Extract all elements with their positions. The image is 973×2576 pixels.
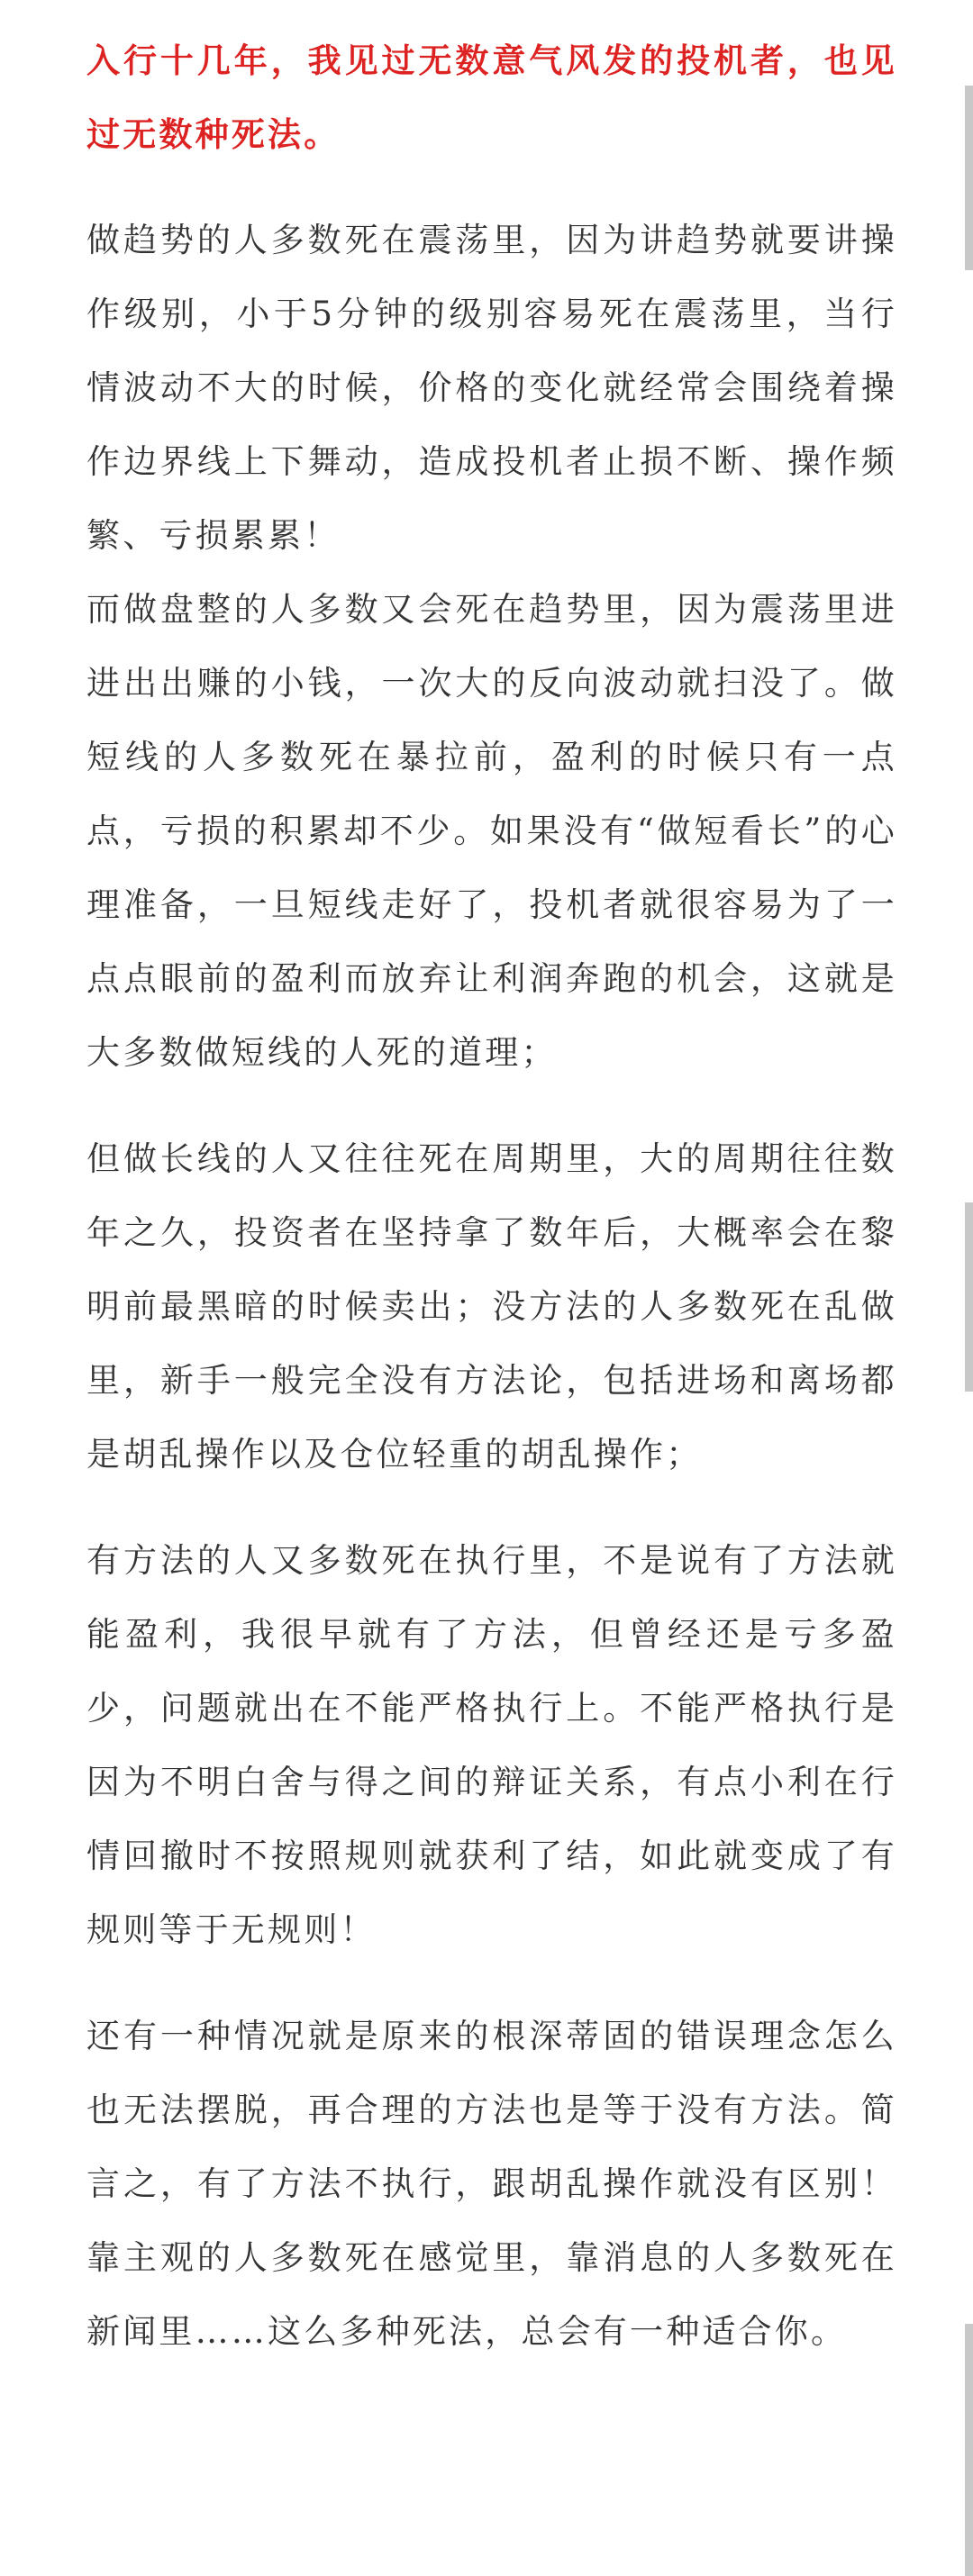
article-body (86, 23, 897, 2369)
paragraph-long-term-traders: 但做长线的人又往往死在周期里，大的周期往往数年之久，投资者在坚持拿了数年后，大概率会在黎明前最黑暗的时候卖出；没方法的人多数死在乱做里，新手一般完全没有方法论，包括进场和离场都是胡乱操作以及仓位轻重的胡乱操作； (86, 1139, 897, 1474)
scroll-marker-top (965, 86, 973, 270)
paragraph-range-traders: 而做盘整的人多数又会死在趋势里，因为震荡里进进出出赚的小钱，一次大的反向波动就扫没了。做短线的人多数死在暴拉前，盈利的时候只有一点点，亏损的积累却不少。如果没有“做短看长”的心理准备，一旦短线走好了，投机者就很容易为了一点点眼前的盈利而放弃让利润奔跑的机会，这就是大多数做短线的人死的道理； (86, 590, 897, 1072)
paragraph-conclusion: 还有一种情况就是原来的根深蒂固的错误理念怎么也无法摆脱，再合理的方法也是等于没有方法。简言之，有了方法不执行，跟胡乱操作就没有区别！靠主观的人多数死在感觉里，靠消息的人多数死在新闻里……这么多种死法，总会有一种适合你。 (86, 2017, 897, 2351)
scroll-marker-bottom (965, 2324, 973, 2576)
scroll-marker-middle (965, 1202, 973, 1392)
lead-paragraph: 入行十几年，我见过无数意气风发的投机者，也见过无数种死法。 (86, 41, 897, 154)
paragraph-execution: 有方法的人又多数死在执行里，不是说有了方法就能盈利，我很早就有了方法，但曾经还是亏多盈少，问题就出在不能严格执行上。不能严格执行是因为不明白舍与得之间的辩证关系，有点小利在行情回撤时不按照规则就获利了结，如此就变成了有规则等于无规则！ (86, 1541, 897, 1949)
paragraph-trend-traders: 做趋势的人多数死在震荡里，因为讲趋势就要讲操作级别，小于5分钟的级别容易死在震荡里，当行情波动不大的时候，价格的变化就经常会围绕着操作边界线上下舞动，造成投机者止损不断、操作频繁、亏损累累！ (86, 221, 897, 555)
